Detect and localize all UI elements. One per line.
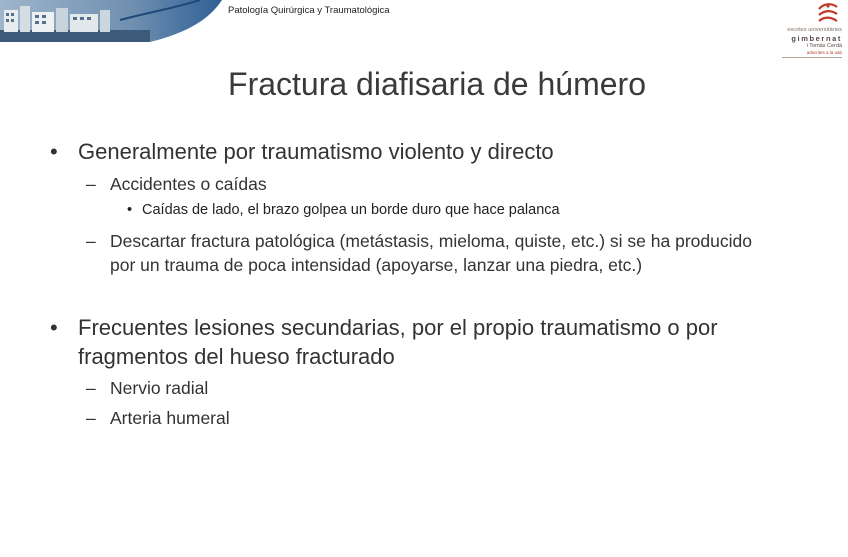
bullet-1-sub-1-text: Accidentes o caídas xyxy=(110,174,267,194)
logo-text-line4: adscrites a la uab xyxy=(806,50,842,55)
bullet-1-sub-2-line1: Descartar fractura patológica (metástasis, mieloma, quiste, etc.) si se ha producido xyxy=(110,231,752,251)
bullet-1-sub-1-sub-1-text: Caídas de lado, el brazo golpea un borde duro que hace palanca xyxy=(142,202,560,218)
logo-text-line3: i Tomàs Cerdà xyxy=(806,43,842,49)
level1-bullet-marker: • xyxy=(50,315,58,340)
header-banner-image xyxy=(0,0,222,42)
level2-dash-marker: – xyxy=(86,174,96,194)
logo-text-line1: escoles universitàries xyxy=(787,27,842,33)
logo-rule xyxy=(782,57,842,58)
level3-bullet-marker: • xyxy=(127,202,133,218)
building-photo xyxy=(0,0,222,42)
logo-emblem-icon xyxy=(816,3,840,25)
bullet-2-line2: fragmentos del hueso fracturado xyxy=(78,344,395,369)
logo-text-line2: gimbernat xyxy=(791,34,842,43)
bullet-2-line1: Frecuentes lesiones secundarias, por el propio traumatismo o por xyxy=(78,315,718,340)
level2-dash-marker: – xyxy=(86,408,96,428)
bullet-2-sub-1-text: Nervio radial xyxy=(110,378,209,398)
course-title: Patología Quirúrgica y Traumatológica xyxy=(228,5,390,16)
slide-title: Fractura diafisaria de húmero xyxy=(228,66,646,102)
bullet-1-sub-2-line2: por un trauma de poca intensidad (apoyarse, lanzar una piedra, etc.) xyxy=(110,255,643,275)
level1-bullet-marker: • xyxy=(50,139,58,164)
institution-logo xyxy=(780,3,842,59)
level2-dash-marker: – xyxy=(86,378,96,398)
level2-dash-marker: – xyxy=(86,231,96,251)
bullet-2-sub-2-text: Arteria humeral xyxy=(110,408,230,428)
bullet-1-text: Generalmente por traumatismo violento y directo xyxy=(78,139,554,164)
